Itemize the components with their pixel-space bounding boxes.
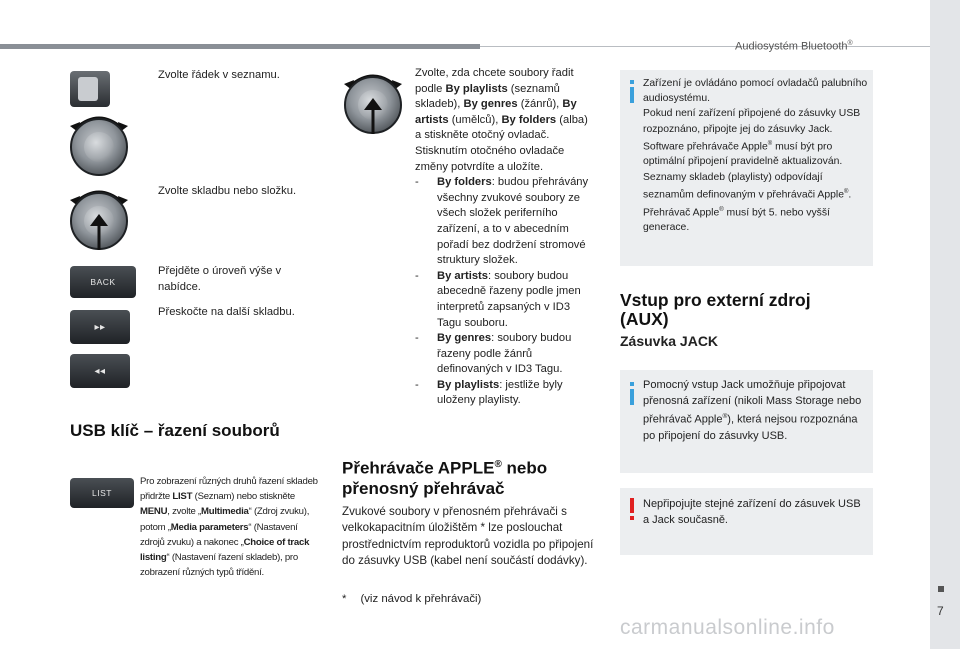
sort-instructions [415,66,591,409]
sort-option-text: : soubory budou abecedně řazeny podle jmen interpretů zapsaných v ID3 Tagu souboru. [437,269,581,329]
rotary-knob-rotate-icon [68,112,130,176]
sort-option-item [415,175,591,269]
watermark: carmanualsonline.info [620,616,835,639]
info-icon-dot [630,80,634,84]
info-box-jack [620,370,873,473]
bullet-dash: - [415,176,419,189]
info-line-generation: Přehrávač Apple® musí být 5. nebo vyšší generace. [643,206,830,234]
sort-intro: Zvolte, zda chcete soubory řadit podle By playlists (seznamů skladeb), By genres (žánrů), By artists (umělců), By folders (alba) a stiskněte otočný ovladač. [415,67,588,142]
sort-option-text: : soubory budou řazeny podle žánrů definovaných v ID3 Tagu. [437,332,572,376]
aux-heading: Vstup pro externí zdroj (AUX) [620,290,811,329]
info-line-jack: Pokud není zařízení připojené do zásuvky USB rozpoznáno, připojte jej do zásuvky Jack. [643,108,861,135]
info-line-control: Zařízení je ovládáno pomocí ovladačů palubního audiosystému. [643,78,868,105]
warning-box [620,488,873,555]
back-button-icon: BACK [70,266,136,298]
bullet-dash: - [415,378,419,391]
jack-info-text: Pomocný vstup Jack umožňuje připojovat přenosná zařízení (nikoli Mass Storage nebo přehrávač Apple®), která nejsou rozpoznána po připojení do zásuvky USB. [643,379,862,442]
bullet-dash: - [415,332,419,345]
bullet-dash: - [415,269,419,282]
section-title: Audiosystém Bluetooth® [735,40,853,53]
sort-option-item [415,331,591,378]
sort-option-item [415,269,591,331]
step-next-track: Přeskočte na další skladbu. [158,306,295,318]
usb-sort-heading: USB klíč – řazení souborů [70,421,280,440]
sort-option-term: By genres [437,332,492,345]
page-sidebar [930,0,960,649]
info-icon-dot [630,382,634,386]
sort-options-list [415,175,591,409]
warning-icon [630,498,634,513]
step-select-line: Zvolte řádek v seznamu. [158,69,280,81]
header-rule-thick [0,44,480,49]
next-track-icon: ▸▸ [70,310,130,344]
jack-subheading: Zásuvka JACK [620,333,719,349]
apple-player-body: Zvukové soubory v přenosném přehrávači s velkokapacitním úložištěm * lze poslouchat prostřednictvím reproduktorů vozidla po připojení do zásuvky USB (kabel není součástí dodávky). [342,505,594,568]
page-marker [938,586,944,592]
list-instructions: Pro zobrazení různých druhů řazení skladeb přidržte LIST (Seznam) nebo stiskněte MENU, zvolte „Multimedia“ (Zdroj zvuku), potom „Media parameters“ (Nastavení zdrojů zvuku) a nakonec „Choice of track listing“ (Nastavení řazení skladeb), pro zobrazení různých typů třídění. [140,476,318,579]
step-go-up: Přejděte o úroveň výše v nabídce. [158,265,282,293]
footnote: * (viz návod k přehrávači) [342,593,482,605]
sort-option-term: By artists [437,269,488,282]
sort-option-text: : budou přehrávány všechny zvukové soubory ze všech složek periferního zařízení, a to v abecedním pořadí bez dodržení stromové struktury složek. [437,176,589,267]
info-icon [630,87,634,103]
info-box-apple [620,70,873,266]
info-line-software: Software přehrávače Apple® musí být pro optimální připojení pravidelně aktualizován. [643,140,843,168]
page-number: 7 [937,604,944,618]
sort-confirm: Stisknutím otočného ovladače změny potvrdíte a uložíte. [415,144,565,173]
warning-icon-dot [630,516,634,520]
info-icon [630,389,634,405]
info-line-playlists: Seznamy skladeb (playlisty) odpovídají seznamům definovaným v přehrávači Apple®. [643,171,852,201]
rotary-knob-sort-icon [342,70,404,142]
sort-option-term: By playlists [437,378,500,391]
rotary-knob-press-icon [68,186,130,258]
stalk-control-icon [70,71,110,107]
list-button-icon: LIST [70,478,134,508]
warning-text: Nepřipojujte stejné zařízení do zásuvek USB a Jack současně. [643,498,861,526]
sort-option-term: By folders [437,176,492,189]
apple-player-heading: Přehrávače APPLE® nebo přenosný přehrávač [342,458,548,498]
header-rule-thin [480,46,930,47]
sort-option-text: : jestliže byly uloženy playlisty. [437,378,563,407]
step-select-track: Zvolte skladbu nebo složku. [158,185,297,197]
sort-option-item [415,378,591,409]
previous-track-icon: ◂◂ [70,354,130,388]
